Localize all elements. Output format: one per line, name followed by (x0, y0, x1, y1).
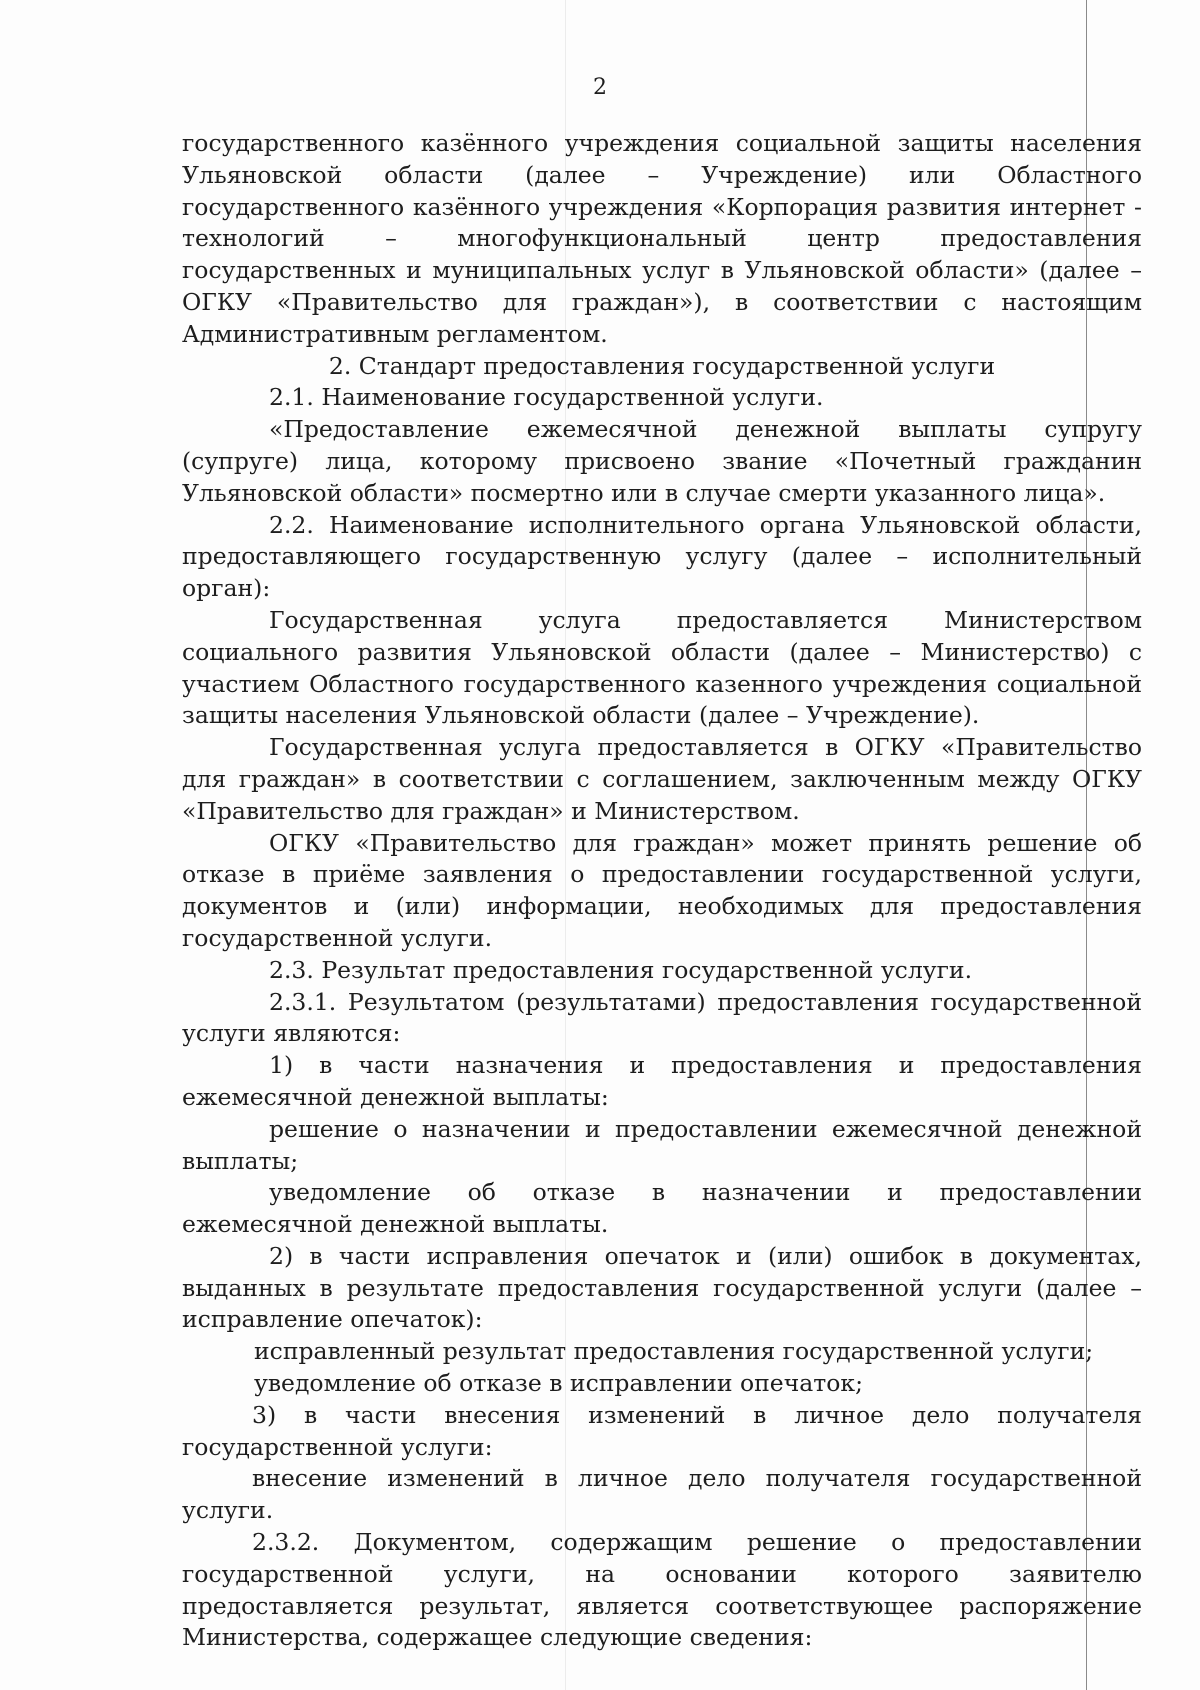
paragraph: 2.3. Результат предоставления государственной услуги. (269, 955, 973, 984)
paragraph: 2.3.2. Документом, содержащим решение о предоставлении государственной услуги, на основании которого заявителю предоставляется результат, является соответствующее распоряжение Министерства, содержащее следующие сведения: (182, 1528, 1142, 1652)
paragraph: ОГКУ «Правительство для граждан» может принять решение об отказе в приёме заявления о предоставлении государственной услуги, документов и (или) информации, необходимых для предоставления государственной услуги. (182, 828, 1142, 952)
list-item: уведомление об отказе в назначении и предоставлении ежемесячной денежной выплаты. (182, 1178, 1142, 1239)
paragraph: Государственная услуга предоставляется Министерством социального развития Ульяновской области (далее – Министерство) с участием Областного государственного казенного учреждения социальной защиты населения Ульяновской области (далее – Учреждение). (182, 605, 1142, 730)
paragraph: 2.1. Наименование государственной услуги. (269, 383, 824, 412)
section-heading: 2. Стандарт предоставления государственной услуги (328, 351, 996, 380)
paragraph: Государственная услуга предоставляется в ОГКУ «Правительство для граждан» в соответствии с соглашением, заключенным между ОГКУ «Правительство для граждан» и Министерством. (182, 733, 1142, 825)
list-item: исправленный результат предоставления государственной услуги; (254, 1337, 1094, 1366)
page-number: 2 (593, 75, 607, 100)
list-item: решение о назначении и предоставлении ежемесячной денежной выплаты; (182, 1114, 1142, 1175)
paragraph: 2.2. Наименование исполнительного органа Ульяновской области, предоставляющего государственную услугу (далее – исполнительный орган): (182, 510, 1142, 603)
paragraph: «Предоставление ежемесячной денежной выплаты супругу (супруге) лица, которому присвоено звание «Почетный гражданин Ульяновской области» посмертно или в случае смерти указанного лица». (182, 415, 1142, 507)
paragraph: 2.3.1. Результатом (результатами) предоставления государственной услуги являются: (182, 987, 1142, 1048)
list-item: внесение изменений в личное дело получателя государственной услуги. (182, 1464, 1142, 1525)
document-body (182, 128, 1142, 1654)
list-item: уведомление об отказе в исправлении опечаток; (254, 1369, 863, 1398)
list-item: 2) в части исправления опечаток и (или) ошибок в документах, выданных в результате предоставления государственной услуги (далее – исправление опечаток): (182, 1241, 1142, 1334)
list-item: 3) в части внесения изменений в личное дело получателя государственной услуги: (182, 1400, 1142, 1461)
paragraph: государственного казённого учреждения социальной защиты населения Ульяновской области (далее – Учреждение) или Областного государственного казённого учреждения «Корпорация развития интернет - технологий – многофункциональный центр предоставления государственных и муниципальных услуг в Ульяновской области» (далее – ОГКУ «Правительство для граждан»), в соответствии с настоящим Административным регламентом. (182, 129, 1142, 348)
list-item: 1) в части назначения и предоставления и предоставления ежемесячной денежной выплаты: (182, 1051, 1142, 1111)
